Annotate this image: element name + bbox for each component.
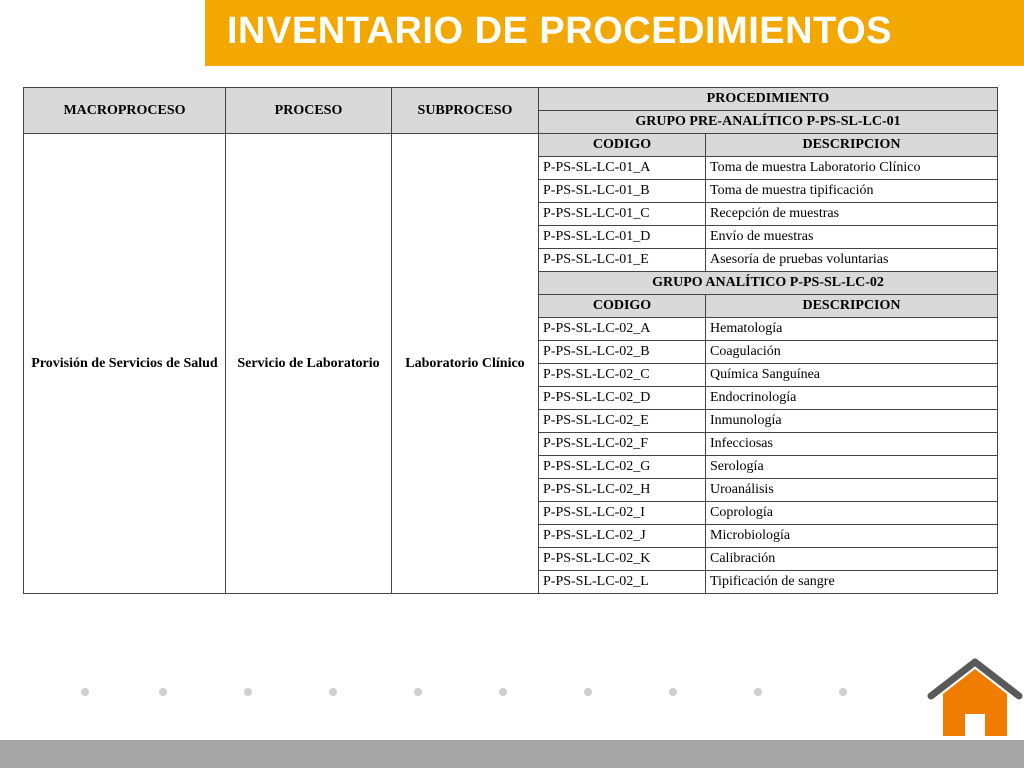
procedure-description: Coagulación bbox=[706, 341, 998, 364]
group-title: GRUPO ANALÍTICO P-PS-SL-LC-02 bbox=[539, 272, 998, 295]
header-macroproceso: MACROPROCESO bbox=[24, 88, 226, 134]
procedure-description: Serología bbox=[706, 456, 998, 479]
page-title: INVENTARIO DE PROCEDIMIENTOS bbox=[227, 10, 892, 52]
decorative-dot bbox=[839, 688, 847, 696]
subproceso-value: Laboratorio Clínico bbox=[392, 134, 539, 594]
header-proceso: PROCESO bbox=[226, 88, 392, 134]
procedure-code: P-PS-SL-LC-02_K bbox=[539, 548, 706, 571]
procedure-code: P-PS-SL-LC-01_D bbox=[539, 226, 706, 249]
title-bar bbox=[205, 0, 1024, 66]
procedure-description: Infecciosas bbox=[706, 433, 998, 456]
codigo-header: CODIGO bbox=[539, 134, 706, 157]
subheader-row bbox=[24, 134, 998, 157]
proceso-value: Servicio de Laboratorio bbox=[226, 134, 392, 594]
procedure-description: Inmunología bbox=[706, 410, 998, 433]
decorative-dot bbox=[329, 688, 337, 696]
footer-band bbox=[0, 740, 1024, 768]
procedure-description: Asesoría de pruebas voluntarias bbox=[706, 249, 998, 272]
header-row bbox=[24, 88, 998, 111]
procedure-code: P-PS-SL-LC-02_A bbox=[539, 318, 706, 341]
procedure-code: P-PS-SL-LC-01_E bbox=[539, 249, 706, 272]
procedure-code: P-PS-SL-LC-02_E bbox=[539, 410, 706, 433]
procedure-description: Recepción de muestras bbox=[706, 203, 998, 226]
procedure-description: Endocrinología bbox=[706, 387, 998, 410]
group-title: GRUPO PRE-ANALÍTICO P-PS-SL-LC-01 bbox=[539, 111, 998, 134]
decorative-dot bbox=[584, 688, 592, 696]
procedures-table bbox=[23, 87, 998, 594]
procedure-code: P-PS-SL-LC-02_L bbox=[539, 571, 706, 594]
header-procedimiento: PROCEDIMIENTO bbox=[539, 88, 998, 111]
procedure-description: Toma de muestra Laboratorio Clínico bbox=[706, 157, 998, 180]
procedure-code: P-PS-SL-LC-01_A bbox=[539, 157, 706, 180]
procedure-code: P-PS-SL-LC-02_C bbox=[539, 364, 706, 387]
procedure-code: P-PS-SL-LC-02_B bbox=[539, 341, 706, 364]
procedure-description: Tipificación de sangre bbox=[706, 571, 998, 594]
procedure-code: P-PS-SL-LC-02_I bbox=[539, 502, 706, 525]
procedure-description: Hematología bbox=[706, 318, 998, 341]
procedure-description: Calibración bbox=[706, 548, 998, 571]
descripcion-header: DESCRIPCION bbox=[706, 295, 998, 318]
procedure-description: Coprología bbox=[706, 502, 998, 525]
header-subproceso: SUBPROCESO bbox=[392, 88, 539, 134]
procedure-description: Microbiología bbox=[706, 525, 998, 548]
decorative-dot bbox=[669, 688, 677, 696]
procedure-code: P-PS-SL-LC-02_D bbox=[539, 387, 706, 410]
decorative-dot bbox=[159, 688, 167, 696]
decorative-dot bbox=[499, 688, 507, 696]
decorative-dot bbox=[244, 688, 252, 696]
decorative-dot bbox=[81, 688, 89, 696]
procedure-code: P-PS-SL-LC-02_F bbox=[539, 433, 706, 456]
macroproceso-value: Provisión de Servicios de Salud bbox=[24, 134, 226, 594]
procedure-code: P-PS-SL-LC-01_B bbox=[539, 180, 706, 203]
procedure-code: P-PS-SL-LC-02_G bbox=[539, 456, 706, 479]
codigo-header: CODIGO bbox=[539, 295, 706, 318]
procedure-description: Química Sanguínea bbox=[706, 364, 998, 387]
procedure-description: Envío de muestras bbox=[706, 226, 998, 249]
decorative-dot bbox=[754, 688, 762, 696]
decorative-dot bbox=[414, 688, 422, 696]
procedure-code: P-PS-SL-LC-01_C bbox=[539, 203, 706, 226]
procedure-code: P-PS-SL-LC-02_H bbox=[539, 479, 706, 502]
procedure-description: Toma de muestra tipificación bbox=[706, 180, 998, 203]
procedure-code: P-PS-SL-LC-02_J bbox=[539, 525, 706, 548]
procedure-description: Uroanálisis bbox=[706, 479, 998, 502]
descripcion-header: DESCRIPCION bbox=[706, 134, 998, 157]
home-icon[interactable] bbox=[927, 656, 1023, 740]
